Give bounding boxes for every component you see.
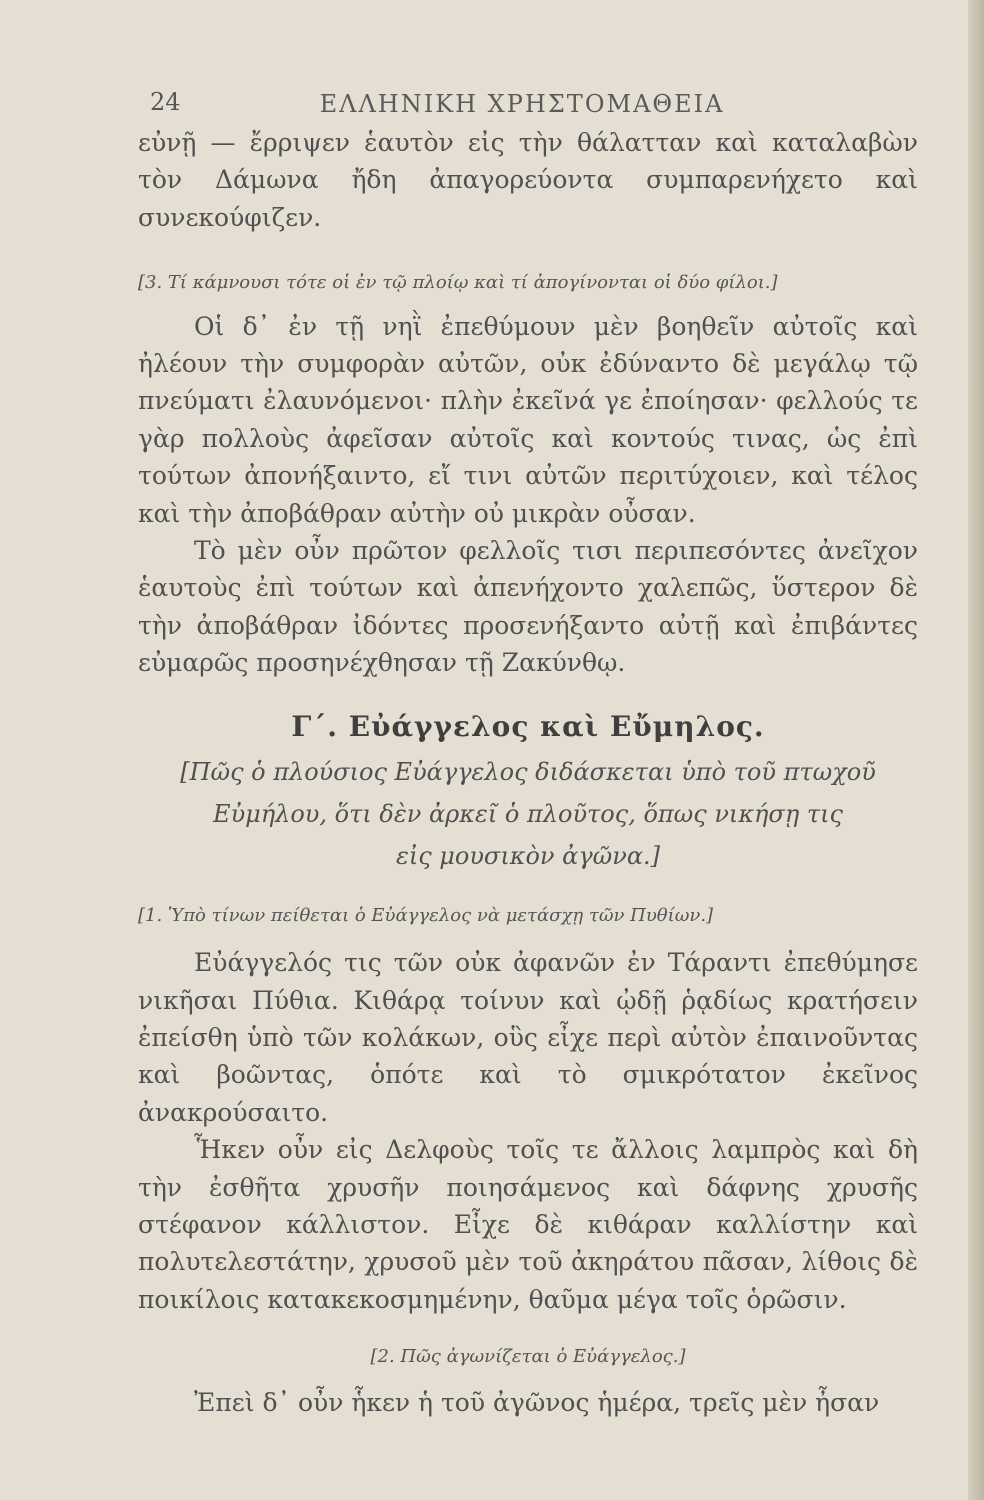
main-text bbox=[138, 124, 918, 1421]
story-summary-line1: [Πῶς ὁ πλούσιος Εὐάγγελος διδάσκεται ὑπὸ τοῦ πτωχοῦ Εὐμήλου, ὅτι δὲν ἀρκεῖ ὁ πλοῦτος, ὅπως νικήσῃ τις bbox=[180, 757, 876, 828]
paragraph-sec3-1: Οἱ δ᾿ ἐν τῇ νηῒ ἐπεθύμουν μὲν βοηθεῖν αὐτοῖς καὶ ἠλέουν τὴν συμφορὰν αὐτῶν, οὐκ ἐδύναντο δὲ μεγάλῳ τῷ πνεύματι ἐλαυνόμενοι· πλὴν ἐκεῖνά γε ἐποίησαν· φελλούς τε γὰρ πολλοὺς ἀφεῖσαν αὐτοῖς καὶ κοντούς τινας, ὡς ἐπὶ τούτων ἀπονήξαιντο, εἴ τινι αὐτῶν περιτύχοιεν, καὶ τέλος καὶ τὴν ἀποβάθραν αὐτὴν οὐ μικρὰν οὖσαν. bbox=[138, 311, 918, 528]
paragraph-sec3-2: Τὸ μὲν οὖν πρῶτον φελλοῖς τισι περιπεσόντες ἀνεῖχον ἑαυτοὺς ἐπὶ τούτων καὶ ἀπενήχοντο χαλεπῶς, ὕστερον δὲ τὴν ἀποβάθραν ἰδόντες προσενήξαντο αὐτῇ καὶ ἐπιβάντες εὐμαρῶς προσηνέχθησαν τῇ Ζακύνθῳ. bbox=[138, 536, 918, 678]
paragraph-sec1-1: Εὐάγγελός τις τῶν οὐκ ἀφανῶν ἐν Τάραντι ἐπεθύμησε νικῆσαι Πύθια. Κιθάρᾳ τοίνυν καὶ ᾠδῇ ῥᾳδίως κρατήσειν ἐπείσθη ὑπὸ τῶν κολάκων, οὓς εἶχε περὶ αὐτὸν ἐπαινοῦντας καὶ βοῶντας, ὁπότε καὶ τὸ σμικρότατον ἐκεῖνος ἀνακρούσαιτο. bbox=[138, 948, 918, 1127]
story-title: Γ΄. Εὐάγγελος καὶ Εὔμηλος. bbox=[291, 709, 765, 743]
paragraph-sec1-2: Ἧκεν οὖν εἰς Δελφοὺς τοῖς τε ἄλλοις λαμπρὸς καὶ δὴ τὴν ἐσθῆτα χρυσῆν ποιησάμενος καὶ δάφνης χρυσῆς στέφανον κάλλιστον. Εἶχε δὲ κιθάραν καλλίστην καὶ πολυτελεστάτην, χρυσοῦ μὲν τοῦ ἀκηράτου πᾶσαν, λίθοις δὲ ποικίλοις κατακεκοσμημένην, θαῦμα μέγα τοῖς ὁρῶσιν. bbox=[138, 1135, 918, 1314]
section-heading-2: [2. Πῶς ἀγωνίζεται ὁ Εὐάγγελος.] bbox=[370, 1346, 686, 1368]
section-heading-1: [1. Ὑπὸ τίνων πείθεται ὁ Εὐάγγελος νὰ μετάσχῃ τῶν Πυθίων.] bbox=[138, 904, 714, 926]
paragraph-sec2-1: Ἐπεὶ δ᾿ οὖν ἧκεν ἡ τοῦ ἀγῶνος ἡμέρα, τρεῖς μὲν ἦσαν bbox=[194, 1387, 880, 1417]
page-header bbox=[150, 88, 894, 128]
story-summary-line2: εἰς μουσικὸν ἀγῶνα.] bbox=[395, 841, 661, 870]
paragraph-continuation: εὐνῇ — ἔρριψεν ἑαυτὸν εἰς τὴν θάλατταν καὶ καταλαβὼν τὸν Δάμωνα ἤδη ἀπαγορεύοντα συμπαρενήχετο καὶ συνεκούφιζεν. bbox=[138, 128, 918, 232]
running-title: ΕΛΛΗΝΙΚΗ ΧΡΗΣΤΟΜΑΘΕΙΑ bbox=[319, 90, 725, 118]
page-number: 24 bbox=[150, 88, 181, 116]
section-heading-3: [3. Τί κάμνουσι τότε οἱ ἐν τῷ πλοίῳ καὶ τί ἀπογίνονται οἱ δύο φίλοι.] bbox=[138, 272, 778, 294]
page-spine-shadow bbox=[968, 0, 984, 1500]
